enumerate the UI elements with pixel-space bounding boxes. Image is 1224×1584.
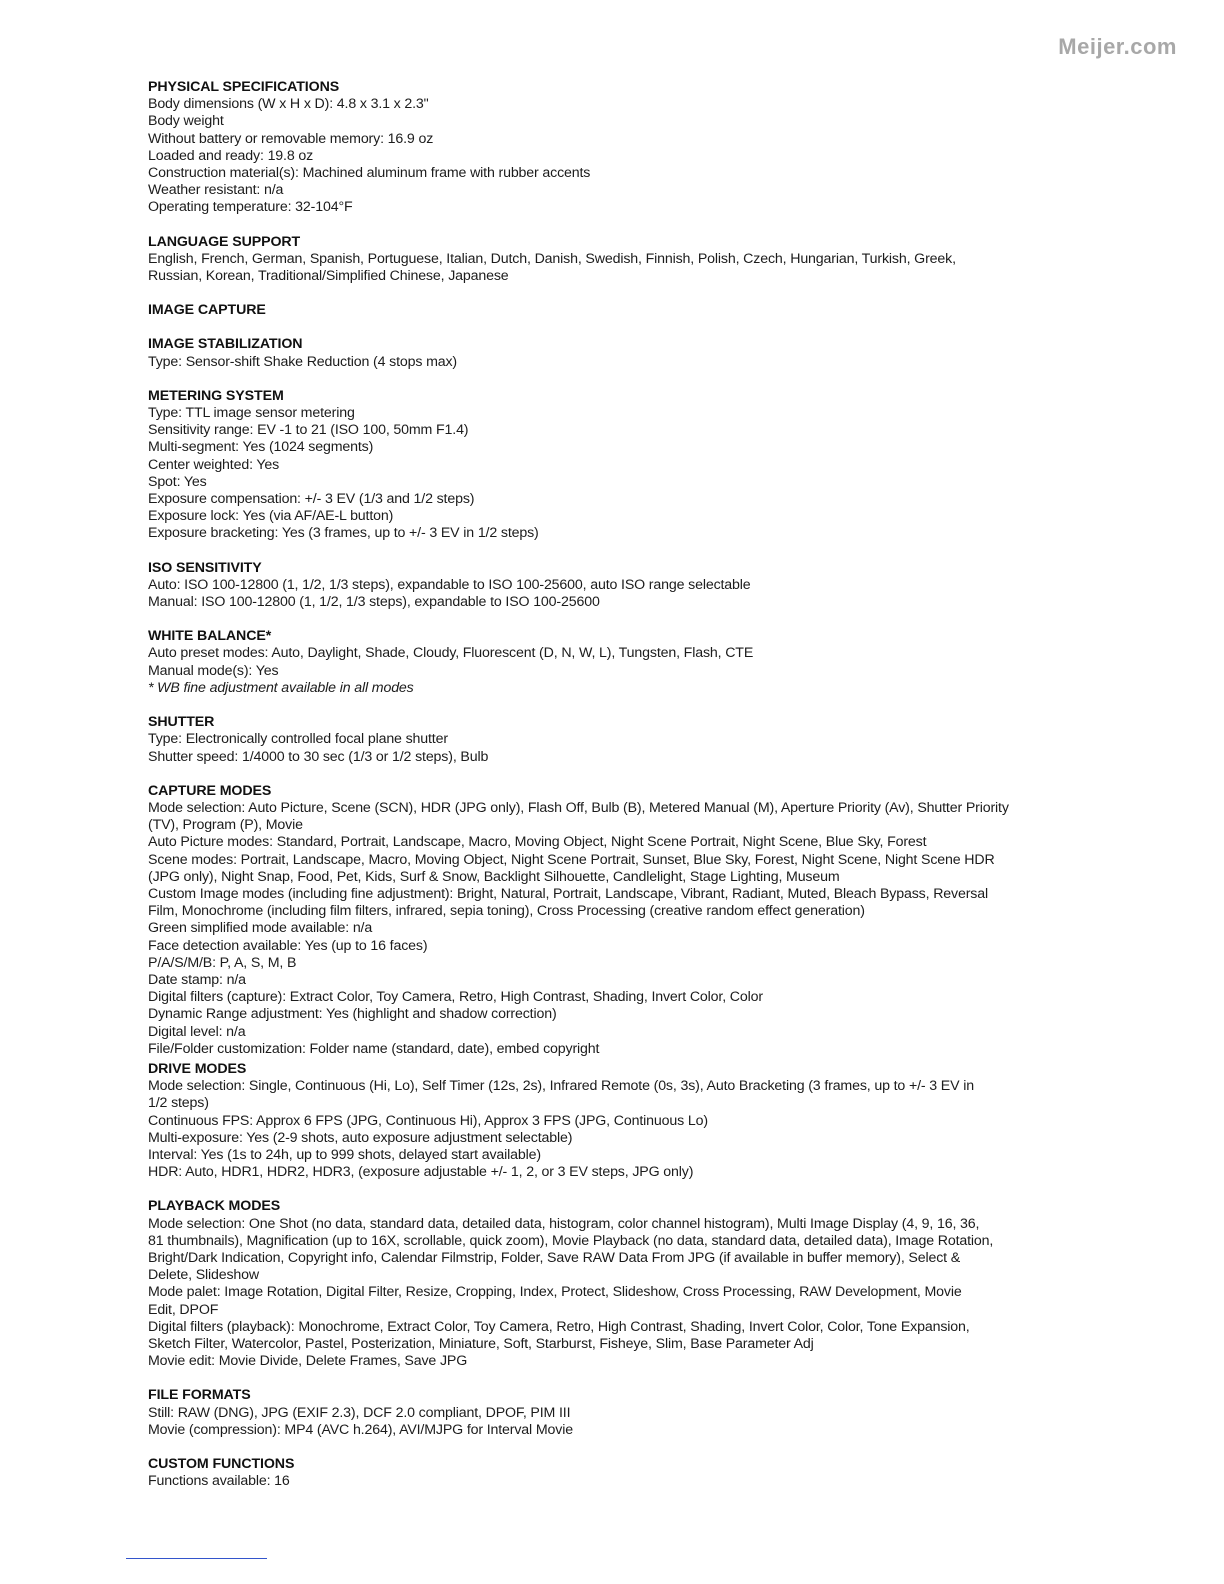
spec-line: Functions available: 16 bbox=[148, 1473, 290, 1490]
spec-line: Mode selection: Single, Continuous (Hi, Lo), Self Timer (12s, 2s), Infrared Remote (0s, 3s), Auto Bracketing (3 frames, up to +/- 3 EV in bbox=[148, 1078, 974, 1095]
spec-line: Edit, DPOF bbox=[148, 1301, 219, 1318]
spec-line: HDR: Auto, HDR1, HDR2, HDR3, (exposure adjustable +/- 1, 2, or 3 EV steps, JPG only) bbox=[148, 1164, 694, 1181]
footnote-rule bbox=[126, 1558, 267, 1559]
spec-footnote: * WB fine adjustment available in all modes bbox=[148, 679, 414, 696]
spec-line: Face detection available: Yes (up to 16 faces) bbox=[148, 937, 428, 954]
spec-line: Custom Image modes (including fine adjustment): Bright, Natural, Portrait, Landscape, Vibrant, Radiant, Muted, Bleach Bypass, Reversal bbox=[148, 885, 988, 902]
spec-line: Exposure lock: Yes (via AF/AE-L button) bbox=[148, 508, 394, 525]
spec-line: Mode selection: Auto Picture, Scene (SCN), HDR (JPG only), Flash Off, Bulb (B), Metered Manual (M), Aperture Priority (Av), Shutter Priority bbox=[148, 799, 1009, 816]
spec-line: Sketch Filter, Watercolor, Pastel, Posterization, Miniature, Soft, Starburst, Fisheye, Slim, Base Parameter Adj bbox=[148, 1336, 814, 1352]
section-heading: IMAGE STABILIZATION bbox=[148, 336, 303, 353]
spec-line: Mode selection: One Shot (no data, standard data, detailed data, histogram, color channel histogram), Multi Image Display (4, 9, 16, 36, bbox=[148, 1215, 980, 1232]
section-heading: CAPTURE MODES bbox=[148, 782, 272, 799]
spec-line: Dynamic Range adjustment: Yes (highlight and shadow correction) bbox=[148, 1006, 557, 1023]
meijer-watermark: Meijer.com bbox=[1058, 34, 1177, 59]
spec-line: Digital filters (capture): Extract Color, Toy Camera, Retro, High Contrast, Shading, Invert Color, Color bbox=[148, 989, 763, 1006]
section-heading: SHUTTER bbox=[148, 714, 215, 731]
spec-line: Exposure compensation: +/- 3 EV (1/3 and 1/2 steps) bbox=[148, 491, 475, 508]
section-heading: IMAGE CAPTURE bbox=[148, 302, 266, 319]
spec-line: Exposure bracketing: Yes (3 frames, up to +/- 3 EV in 1/2 steps) bbox=[148, 525, 539, 542]
spec-line: Manual: ISO 100-12800 (1, 1/2, 1/3 steps), expandable to ISO 100-25600 bbox=[148, 594, 600, 611]
spec-line: Multi-segment: Yes (1024 segments) bbox=[148, 439, 374, 456]
section-heading: CUSTOM FUNCTIONS bbox=[148, 1456, 295, 1473]
section-heading: PHYSICAL SPECIFICATIONS bbox=[148, 79, 340, 95]
spec-line: Type: Electronically controlled focal plane shutter bbox=[148, 731, 448, 748]
spec-line: 81 thumbnails), Magnification (up to 16X, scrollable, quick zoom), Movie Playback (no data, standard data, detailed data), Image Rotation, bbox=[148, 1232, 994, 1249]
section-drive-modes bbox=[148, 1061, 1073, 1181]
section-capture-modes bbox=[148, 783, 1073, 1058]
spec-line: Still: RAW (DNG), JPG (EXIF 2.3), DCF 2.0 compliant, DPOF, PIM III bbox=[148, 1404, 571, 1421]
spec-line: Delete, Slideshow bbox=[148, 1267, 260, 1284]
section-heading: LANGUAGE SUPPORT bbox=[148, 233, 301, 250]
spec-line: Construction material(s): Machined aluminum frame with rubber accents bbox=[148, 165, 591, 182]
spec-line: Without battery or removable memory: 16.9 oz bbox=[148, 130, 434, 147]
section-language-support bbox=[148, 234, 1073, 286]
spec-line: Auto Picture modes: Standard, Portrait, Landscape, Macro, Moving Object, Night Scene Portrait, Night Scene, Blue Sky, Forest bbox=[148, 834, 927, 851]
section-file-formats bbox=[148, 1387, 1073, 1439]
spec-line: Body weight bbox=[148, 113, 224, 130]
section-metering-system bbox=[148, 388, 1073, 543]
spec-sheet bbox=[148, 79, 1073, 1507]
spec-line: Bright/Dark Indication, Copyright info, Calendar Filmstrip, Folder, Save RAW Data From JPG (if available in buffer memory), Select & bbox=[148, 1249, 961, 1266]
spec-line: Sensitivity range: EV -1 to 21 (ISO 100, 50mm F1.4) bbox=[148, 422, 469, 439]
spec-line: P/A/S/M/B: P, A, S, M, B bbox=[148, 954, 297, 971]
spec-line: Loaded and ready: 19.8 oz bbox=[148, 147, 314, 164]
spec-line: Film, Monochrome (including film filters, infrared, sepia toning), Cross Processing (creative random effect generation) bbox=[148, 903, 865, 920]
spec-line: Mode palet: Image Rotation, Digital Filter, Resize, Cropping, Index, Protect, Slideshow, Cross Processing, RAW Development, Movie bbox=[148, 1284, 962, 1301]
spec-line: Shutter speed: 1/4000 to 30 sec (1/3 or 1/2 steps), Bulb bbox=[148, 748, 489, 765]
section-heading: METERING SYSTEM bbox=[148, 387, 284, 404]
section-custom-functions bbox=[148, 1456, 1073, 1490]
section-heading: WHITE BALANCE* bbox=[148, 628, 272, 645]
spec-line: Date stamp: n/a bbox=[148, 971, 246, 988]
spec-line: Auto: ISO 100-12800 (1, 1/2, 1/3 steps), expandable to ISO 100-25600, auto ISO range selectable bbox=[148, 576, 751, 593]
spec-line: Operating temperature: 32-104°F bbox=[148, 199, 353, 216]
spec-line: Type: Sensor-shift Shake Reduction (4 stops max) bbox=[148, 353, 458, 370]
section-image-capture bbox=[148, 302, 1073, 319]
section-heading: DRIVE MODES bbox=[148, 1060, 247, 1077]
spec-line: Interval: Yes (1s to 24h, up to 999 shots, delayed start available) bbox=[148, 1146, 541, 1163]
spec-line: Spot: Yes bbox=[148, 473, 207, 490]
spec-line: Green simplified mode available: n/a bbox=[148, 920, 373, 937]
section-shutter bbox=[148, 714, 1073, 766]
section-playback-modes bbox=[148, 1198, 1073, 1370]
spec-line: (TV), Program (P), Movie bbox=[148, 817, 303, 834]
spec-line: (JPG only), Night Snap, Food, Pet, Kids, Surf & Snow, Backlight Silhouette, Candlelight, Stage Lighting, Museum bbox=[148, 868, 840, 885]
spec-line: Russian, Korean, Traditional/Simplified Chinese, Japanese bbox=[148, 268, 509, 285]
spec-line: Auto preset modes: Auto, Daylight, Shade, Cloudy, Fluorescent (D, N, W, L), Tungsten, Flash, CTE bbox=[148, 645, 754, 662]
section-image-stabilization bbox=[148, 336, 1073, 370]
section-heading: ISO SENSITIVITY bbox=[148, 559, 262, 576]
section-physical-specifications bbox=[148, 79, 1073, 217]
spec-line: Body dimensions (W x H x D): 4.8 x 3.1 x 2.3" bbox=[148, 96, 429, 113]
spec-line: Movie edit: Movie Divide, Delete Frames, Save JPG bbox=[148, 1353, 468, 1370]
section-white-balance bbox=[148, 628, 1073, 697]
section-heading: PLAYBACK MODES bbox=[148, 1198, 281, 1215]
spec-line: English, French, German, Spanish, Portuguese, Italian, Dutch, Danish, Swedish, Finnish, Polish, Czech, Hungarian, Turkish, Greek, bbox=[148, 250, 956, 267]
spec-line: Weather resistant: n/a bbox=[148, 182, 284, 199]
spec-line: Digital level: n/a bbox=[148, 1023, 246, 1040]
spec-line: Digital filters (playback): Monochrome, Extract Color, Toy Camera, Retro, High Contrast, Shading, Invert Color, Color, Tone Expansion, bbox=[148, 1318, 970, 1335]
spec-line: Scene modes: Portrait, Landscape, Macro, Moving Object, Night Scene Portrait, Sunset, Blue Sky, Forest, Night Scene, Night Scene HDR bbox=[148, 851, 995, 868]
spec-line: Continuous FPS: Approx 6 FPS (JPG, Continuous Hi), Approx 3 FPS (JPG, Continuous Lo) bbox=[148, 1112, 708, 1129]
spec-line: Type: TTL image sensor metering bbox=[148, 405, 355, 422]
spec-line: Center weighted: Yes bbox=[148, 456, 280, 473]
spec-line: Manual mode(s): Yes bbox=[148, 662, 279, 679]
spec-line: File/Folder customization: Folder name (standard, date), embed copyright bbox=[148, 1040, 600, 1057]
section-heading: FILE FORMATS bbox=[148, 1387, 251, 1404]
section-iso-sensitivity bbox=[148, 560, 1073, 612]
spec-line: Movie (compression): MP4 (AVC h.264), AVI/MJPG for Interval Movie bbox=[148, 1421, 573, 1438]
spec-line: 1/2 steps) bbox=[148, 1095, 209, 1112]
spec-line: Multi-exposure: Yes (2-9 shots, auto exposure adjustment selectable) bbox=[148, 1129, 573, 1146]
